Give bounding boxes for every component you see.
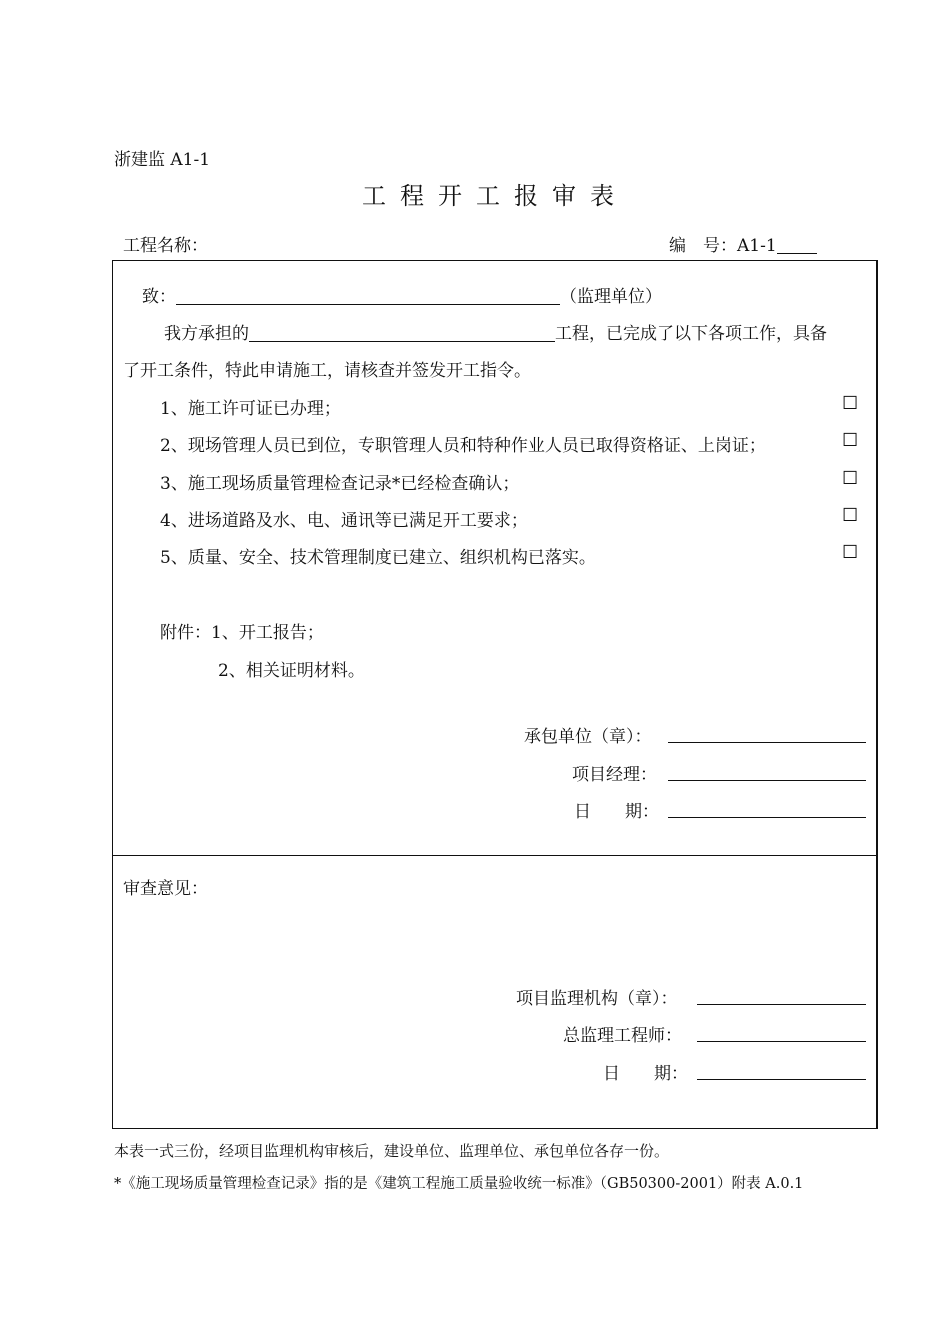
manager-label: 项目经理： (572, 765, 657, 785)
footer-note-2: *《施工现场质量管理检查记录》指的是《建筑工程施工质量验收统一标准》（GB50300-2001）附表 A.0.1 (114, 1176, 804, 1192)
project-name-label: 工程名称： (123, 236, 208, 256)
para-line-1 (164, 319, 827, 344)
checkbox-5[interactable]: ☐ (842, 542, 859, 563)
attachments-label: 附件：1、开工报告； (160, 623, 324, 643)
supervision-org-field[interactable] (697, 1004, 866, 1005)
number-label: 编 号： (669, 236, 737, 256)
contractor-date-field[interactable] (668, 817, 866, 818)
form-code: 浙建监 A1-1 (114, 150, 211, 170)
contractor-date-label: 日 期： (574, 802, 659, 822)
para-prefix: 我方承担的 (164, 324, 249, 344)
checkbox-4[interactable]: ☐ (842, 505, 859, 526)
section-divider (112, 855, 877, 856)
contractor-signature-field[interactable] (668, 742, 866, 743)
contractor-label: 承包单位（章）： (524, 727, 652, 747)
page-title: 工程开工报审表 (362, 182, 628, 210)
check-item-3: 3、施工现场质量管理检查记录*已经检查确认； (160, 474, 520, 494)
supervisor-unit-field[interactable] (176, 286, 560, 305)
number-value: A1-1 (737, 236, 777, 256)
to-label: 致： (142, 287, 176, 307)
attachment-2: 2、相关证明材料。 (218, 661, 365, 681)
to-suffix: （监理单位） (560, 287, 662, 307)
form-number (669, 231, 817, 256)
checkbox-2[interactable]: ☐ (842, 430, 859, 451)
review-date-label: 日 期： (603, 1064, 688, 1084)
check-item-4: 4、进场道路及水、电、通讯等已满足开工要求； (160, 511, 528, 531)
manager-signature-field[interactable] (668, 780, 866, 781)
form-table (112, 260, 877, 1129)
check-item-5: 5、质量、安全、技术管理制度已建立、组织机构已落实。 (160, 548, 596, 568)
para-line-2: 了开工条件，特此申请施工，请核查并签发开工指令。 (123, 361, 531, 381)
to-line (142, 282, 662, 307)
para-suffix: 工程，已完成了以下各项工作，具备 (555, 324, 827, 344)
supervision-org-label: 项目监理机构（章）： (516, 989, 678, 1009)
checkbox-3[interactable]: ☐ (842, 468, 859, 489)
table-right-edge (877, 260, 878, 1129)
check-item-1: 1、施工许可证已办理； (160, 399, 341, 419)
checkbox-1[interactable]: ☐ (842, 393, 859, 414)
footer-note-1: 本表一式三份，经项目监理机构审核后，建设单位、监理单位、承包单位各存一份。 (114, 1142, 670, 1160)
check-item-2: 2、现场管理人员已到位，专职管理人员和特种作业人员已取得资格证、上岗证； (160, 436, 766, 456)
review-date-field[interactable] (697, 1079, 866, 1080)
review-opinion-label: 审查意见： (123, 879, 208, 899)
project-field[interactable] (249, 323, 555, 342)
number-underline[interactable] (777, 235, 817, 254)
chief-engineer-label: 总监理工程师： (563, 1026, 682, 1046)
chief-engineer-field[interactable] (697, 1041, 866, 1042)
